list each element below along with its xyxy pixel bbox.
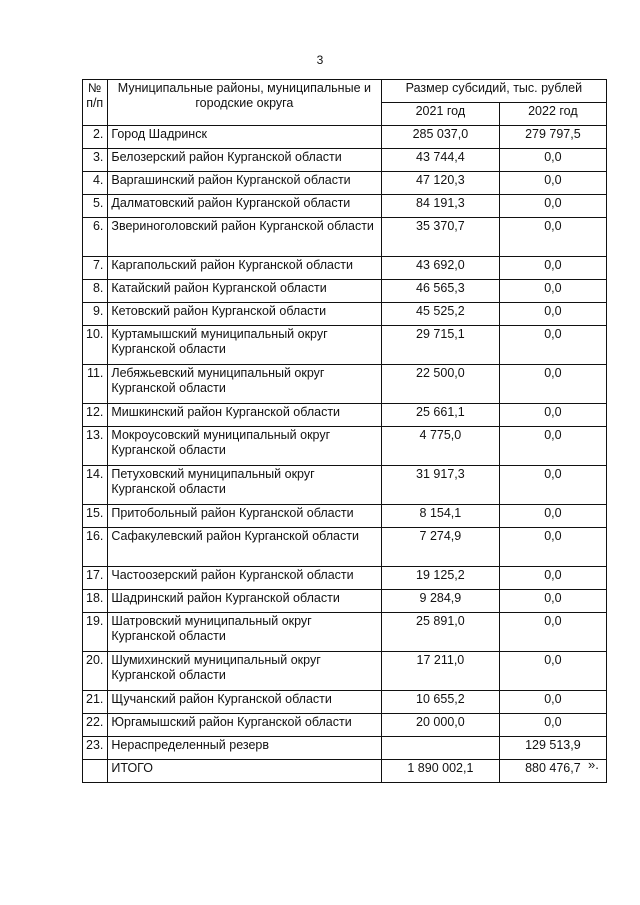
row-number: 17. xyxy=(83,567,108,590)
row-number: 16. xyxy=(83,528,108,567)
closing-quote-mark: ». xyxy=(588,757,599,772)
row-district-name: Притобольный район Курганской области xyxy=(108,505,382,528)
row-value-2022: 0,0 xyxy=(500,714,607,737)
row-value-2021: 31 917,3 xyxy=(382,466,500,505)
row-value-2021 xyxy=(382,737,500,760)
row-number: 22. xyxy=(83,714,108,737)
header-number: № п/п xyxy=(83,80,108,126)
row-number: 2. xyxy=(83,126,108,149)
table-row xyxy=(83,737,607,760)
table-row xyxy=(83,149,607,172)
table-row xyxy=(83,195,607,218)
row-value-2021: 20 000,0 xyxy=(382,714,500,737)
table-total-row xyxy=(83,760,607,783)
row-district-name: Щучанский район Курганской области xyxy=(108,691,382,714)
row-value-2022: 0,0 xyxy=(500,149,607,172)
row-value-2022: 0,0 xyxy=(500,505,607,528)
row-district-name: Катайский район Курганской области xyxy=(108,280,382,303)
row-number: 6. xyxy=(83,218,108,257)
row-number: 19. xyxy=(83,613,108,652)
row-number: 3. xyxy=(83,149,108,172)
row-value-2022: 0,0 xyxy=(500,427,607,466)
table-row xyxy=(83,528,607,567)
row-value-2021: 22 500,0 xyxy=(382,365,500,404)
table-row xyxy=(83,714,607,737)
header-district: Муниципальные районы, муниципальные и городские округа xyxy=(108,80,382,126)
row-district-name: Лебяжьевский муниципальный округ Курганской области xyxy=(108,365,382,404)
table-row xyxy=(83,257,607,280)
row-value-2022: 0,0 xyxy=(500,404,607,427)
row-value-2021: 46 565,3 xyxy=(382,280,500,303)
row-number: 13. xyxy=(83,427,108,466)
table-row xyxy=(83,126,607,149)
row-value-2022: 0,0 xyxy=(500,280,607,303)
table-row xyxy=(83,326,607,365)
row-value-2021: 25 891,0 xyxy=(382,613,500,652)
row-district-name: Шадринский район Курганской области xyxy=(108,590,382,613)
row-district-name: Юргамышский район Курганской области xyxy=(108,714,382,737)
row-value-2022: 0,0 xyxy=(500,567,607,590)
row-value-2022: 0,0 xyxy=(500,303,607,326)
row-value-2022: 279 797,5 xyxy=(500,126,607,149)
row-value-2022: 0,0 xyxy=(500,466,607,505)
row-value-2021: 10 655,2 xyxy=(382,691,500,714)
row-number: 23. xyxy=(83,737,108,760)
row-value-2021: 7 274,9 xyxy=(382,528,500,567)
row-value-2021: 43 692,0 xyxy=(382,257,500,280)
row-number: 12. xyxy=(83,404,108,427)
row-number: 15. xyxy=(83,505,108,528)
row-value-2021: 25 661,1 xyxy=(382,404,500,427)
row-number: 5. xyxy=(83,195,108,218)
row-number: 4. xyxy=(83,172,108,195)
row-value-2022: 0,0 xyxy=(500,590,607,613)
row-value-2021: 17 211,0 xyxy=(382,652,500,691)
row-number: 18. xyxy=(83,590,108,613)
row-value-2021: 1 890 002,1 xyxy=(382,760,500,783)
row-value-2021: 84 191,3 xyxy=(382,195,500,218)
row-value-2022: 0,0 xyxy=(500,257,607,280)
subsidies-table xyxy=(82,79,607,783)
row-number: 8. xyxy=(83,280,108,303)
row-value-2022: 129 513,9 xyxy=(500,737,607,760)
row-district-name: ИТОГО xyxy=(108,760,382,783)
row-value-2022: 0,0 xyxy=(500,528,607,567)
row-number xyxy=(83,760,108,783)
table-row xyxy=(83,590,607,613)
row-value-2021: 47 120,3 xyxy=(382,172,500,195)
header-subsidy: Размер субсидий, тыс. рублей xyxy=(382,80,607,103)
row-value-2021: 285 037,0 xyxy=(382,126,500,149)
row-number: 20. xyxy=(83,652,108,691)
row-number: 21. xyxy=(83,691,108,714)
row-value-2022: 0,0 xyxy=(500,652,607,691)
row-number: 7. xyxy=(83,257,108,280)
header-year-2022: 2022 год xyxy=(500,103,607,126)
row-district-name: Город Шадринск xyxy=(108,126,382,149)
row-district-name: Куртамышский муниципальный округ Курганской области xyxy=(108,326,382,365)
table-row xyxy=(83,404,607,427)
row-number: 11. xyxy=(83,365,108,404)
row-value-2022: 0,0 xyxy=(500,365,607,404)
row-value-2021: 4 775,0 xyxy=(382,427,500,466)
row-district-name: Мокроусовский муниципальный округ Курганской области xyxy=(108,427,382,466)
table-row xyxy=(83,218,607,257)
row-number: 14. xyxy=(83,466,108,505)
row-district-name: Шатровский муниципальный округ Курганской области xyxy=(108,613,382,652)
row-value-2022: 0,0 xyxy=(500,172,607,195)
row-value-2022: 0,0 xyxy=(500,691,607,714)
row-value-2021: 45 525,2 xyxy=(382,303,500,326)
row-district-name: Нераспределенный резерв xyxy=(108,737,382,760)
row-value-2022: 880 476,7 xyxy=(500,760,607,783)
row-value-2021: 29 715,1 xyxy=(382,326,500,365)
row-district-name: Звериноголовский район Курганской области xyxy=(108,218,382,257)
row-number: 10. xyxy=(83,326,108,365)
table-row xyxy=(83,652,607,691)
table-header-row xyxy=(83,80,607,103)
row-district-name: Шумихинский муниципальный округ Курганской области xyxy=(108,652,382,691)
row-value-2022: 0,0 xyxy=(500,218,607,257)
table-row xyxy=(83,466,607,505)
row-district-name: Сафакулевский район Курганской области xyxy=(108,528,382,567)
row-value-2022: 0,0 xyxy=(500,613,607,652)
row-value-2022: 0,0 xyxy=(500,195,607,218)
row-district-name: Частоозерский район Курганской области xyxy=(108,567,382,590)
row-district-name: Далматовский район Курганской области xyxy=(108,195,382,218)
header-year-2021: 2021 год xyxy=(382,103,500,126)
table-row xyxy=(83,567,607,590)
row-district-name: Каргапольский район Курганской области xyxy=(108,257,382,280)
row-district-name: Кетовский район Курганской области xyxy=(108,303,382,326)
row-value-2021: 9 284,9 xyxy=(382,590,500,613)
table-row xyxy=(83,505,607,528)
row-district-name: Белозерский район Курганской области xyxy=(108,149,382,172)
row-value-2022: 0,0 xyxy=(500,326,607,365)
table-row xyxy=(83,280,607,303)
row-district-name: Варгашинский район Курганской области xyxy=(108,172,382,195)
row-value-2021: 35 370,7 xyxy=(382,218,500,257)
table-row xyxy=(83,365,607,404)
row-value-2021: 43 744,4 xyxy=(382,149,500,172)
table-row xyxy=(83,613,607,652)
table-row xyxy=(83,691,607,714)
row-value-2021: 19 125,2 xyxy=(382,567,500,590)
table-row xyxy=(83,303,607,326)
row-district-name: Петуховский муниципальный округ Курганской области xyxy=(108,466,382,505)
row-value-2021: 8 154,1 xyxy=(382,505,500,528)
row-number: 9. xyxy=(83,303,108,326)
table-row xyxy=(83,172,607,195)
table-row xyxy=(83,427,607,466)
page-number: 3 xyxy=(316,53,324,67)
row-district-name: Мишкинский район Курганской области xyxy=(108,404,382,427)
